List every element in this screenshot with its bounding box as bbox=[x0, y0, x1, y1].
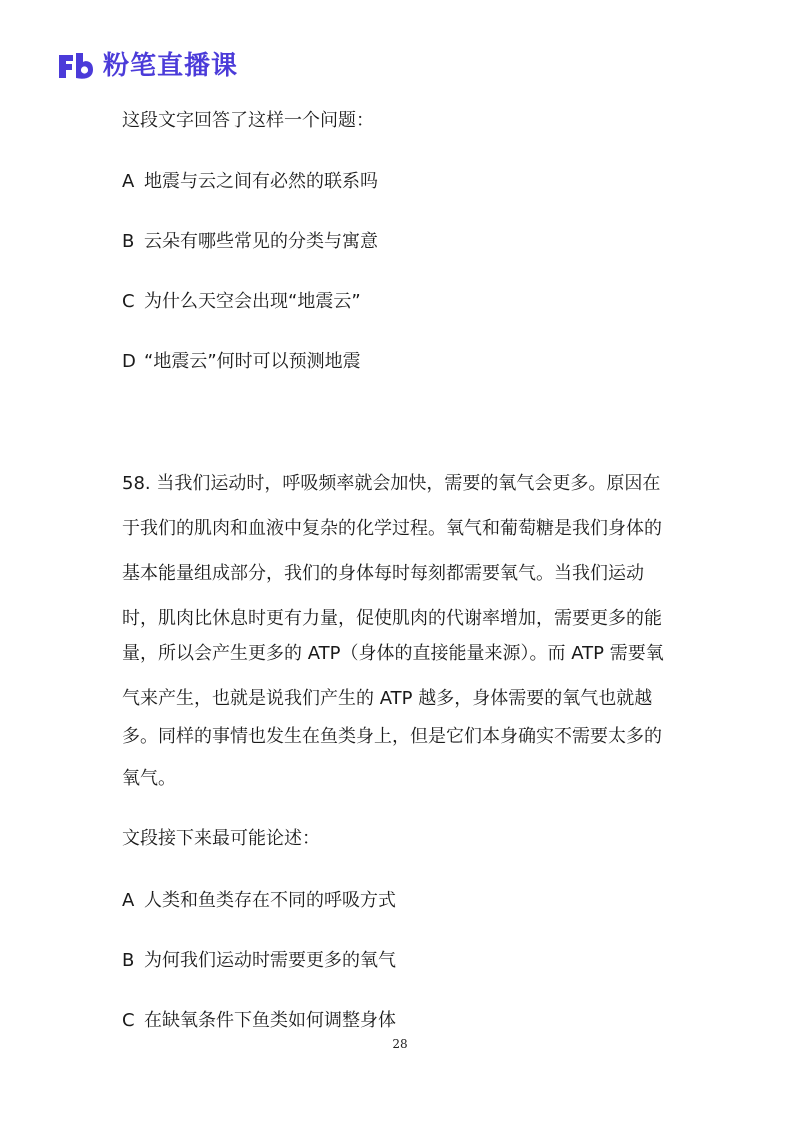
option-letter: A bbox=[122, 171, 135, 192]
q57-option-a bbox=[122, 169, 378, 195]
page-number: 28 bbox=[392, 1037, 408, 1051]
q58-option-c bbox=[122, 1008, 396, 1034]
q57-option-d bbox=[122, 349, 361, 375]
option-text: “地震云”何时可以预测地震 bbox=[144, 351, 361, 372]
option-letter: C bbox=[122, 1010, 135, 1031]
option-letter: A bbox=[122, 890, 135, 911]
brand-name: 粉笔直播课 bbox=[103, 51, 239, 81]
option-letter: D bbox=[122, 351, 136, 372]
q58-paragraph-line: 于我们的肌肉和血液中复杂的化学过程。氧气和葡萄糖是我们身体的 bbox=[122, 518, 662, 539]
brand-logo bbox=[57, 50, 238, 82]
option-text: 人类和鱼类存在不同的呼吸方式 bbox=[144, 890, 396, 911]
option-text: 为什么天空会出现“地震云” bbox=[144, 291, 361, 312]
option-text: 云朵有哪些常见的分类与寓意 bbox=[144, 231, 378, 252]
q58-paragraph-line: 氧气。 bbox=[122, 768, 176, 789]
option-text: 在缺氧条件下鱼类如何调整身体 bbox=[144, 1010, 396, 1031]
option-letter: B bbox=[122, 231, 135, 252]
q58-paragraph-line: 基本能量组成部分，我们的身体每时每刻都需要氧气。当我们运动 bbox=[122, 563, 644, 584]
q57-prompt: 这段文字回答了这样一个问题： bbox=[122, 110, 374, 131]
q58-paragraph-line: 气来产生，也就是说我们产生的 ATP 越多，身体需要的氧气也就越 bbox=[122, 688, 653, 709]
q58-paragraph-line: 多。同样的事情也发生在鱼类身上，但是它们本身确实不需要太多的 bbox=[122, 726, 662, 747]
q58-paragraph-line: 时，肌肉比休息时更有力量，促使肌肉的代谢率增加，需要更多的能 bbox=[122, 608, 662, 629]
q57-option-b bbox=[122, 229, 378, 255]
fb-logo-icon bbox=[57, 51, 95, 81]
q57-option-c bbox=[122, 289, 361, 315]
q58-paragraph-line: 58. 当我们运动时，呼吸频率就会加快，需要的氧气会更多。原因在 bbox=[122, 473, 661, 494]
q58-prompt: 文段接下来最可能论述： bbox=[122, 828, 320, 849]
q58-option-a bbox=[122, 888, 396, 914]
q58-option-b bbox=[122, 948, 396, 974]
q58-paragraph-line: 量，所以会产生更多的 ATP（身体的直接能量来源）。而 ATP 需要氧 bbox=[122, 643, 664, 664]
option-letter: C bbox=[122, 291, 135, 312]
option-text: 为何我们运动时需要更多的氧气 bbox=[144, 950, 396, 971]
option-text: 地震与云之间有必然的联系吗 bbox=[144, 171, 378, 192]
option-letter: B bbox=[122, 950, 135, 971]
